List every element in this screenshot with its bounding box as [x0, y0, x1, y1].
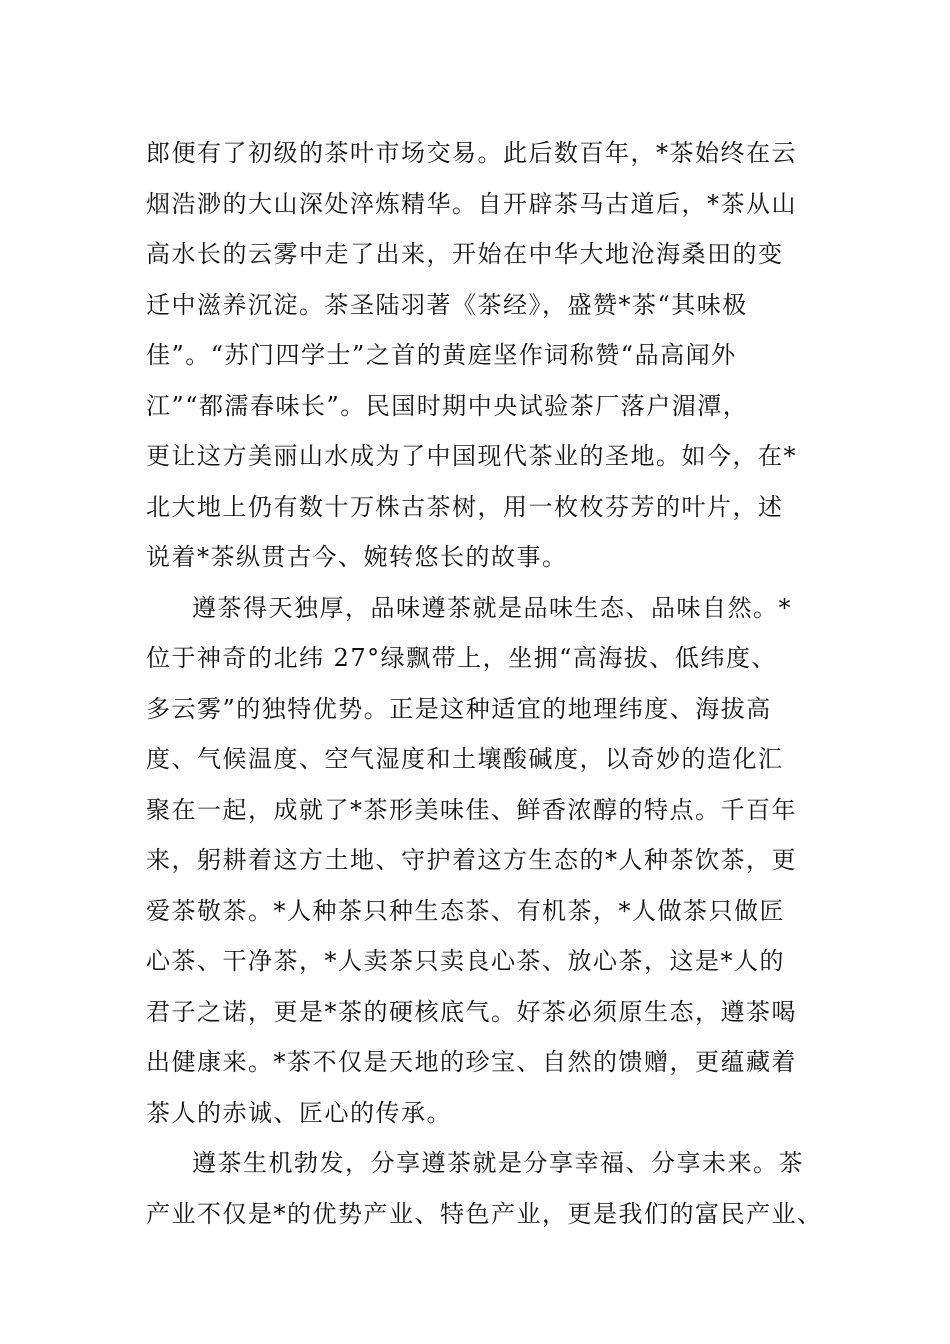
text-line: 江”“都濡春味长”。民国时期中央试验茶厂落户湄潭，: [146, 391, 749, 420]
text-line: 来，躬耕着这方土地、守护着这方生态的*人种茶饮茶，更: [146, 846, 797, 874]
text-line: 产业不仅是*的优势产业、特色产业，更是我们的富民产业、: [146, 1199, 823, 1228]
paragraph-ecology: [146, 583, 826, 1139]
text-line: 迁中滋养沉淀。茶圣陆羽著《茶经》，盛赞*茶“其味极: [146, 290, 748, 319]
paragraph-industry: [146, 1138, 826, 1239]
text-line: 爱茶敬茶。*人种茶只种生态茶、有机茶，*人做茶只做匠: [146, 896, 785, 925]
text-line: 茶人的赤诚、匠心的传承。: [146, 1098, 452, 1127]
text-line: 北大地上仍有数十万株古茶树，用一枚枚芬芳的叶片，述: [146, 492, 784, 521]
text-line: 高水长的云雾中走了出来，开始在中华大地沧海桑田的变: [146, 240, 784, 268]
text-line: 君子之诺，更是*茶的硬核底气。好茶必须原生态，遵茶喝: [146, 997, 797, 1026]
text-line: 出健康来。*茶不仅是天地的珍宝、自然的馈赠，更蕴藏着: [146, 1048, 797, 1076]
text-line: 佳”。“苏门四学士”之首的黄庭坚作词称赞“品高闻外: [146, 341, 737, 369]
text-line-first: 遵茶生机勃发，分享遵茶就是分享幸福、分享未来。茶: [192, 1149, 804, 1177]
paragraph-history: [146, 128, 826, 583]
text-line: 烟浩渺的大山深处淬炼精华。自开辟茶马古道后，*茶从山: [146, 189, 797, 218]
text-line: 说着*茶纵贯古今、婉转悠长的故事。: [146, 543, 568, 571]
text-line: 位于神奇的北纬 27°绿飘带上，坐拥“高海拔、低纬度、: [146, 644, 777, 672]
text-line: 更让这方美丽山水成为了中国现代茶业的圣地。如今，在*: [146, 442, 797, 470]
text-line: 聚在一起，成就了*茶形美味佳、鲜香浓醇的特点。千百年: [146, 795, 797, 824]
body-text: [146, 128, 826, 1239]
text-line: 郎便有了初级的茶叶市场交易。此后数百年，*茶始终在云: [146, 139, 797, 167]
text-line: 度、气候温度、空气湿度和土壤酸碱度，以奇妙的造化汇: [146, 745, 784, 773]
text-line-first: 遵茶得天独厚，品味遵茶就是品味生态、品味自然。*: [192, 593, 792, 622]
text-line: 多云雾”的独特优势。正是这种适宜的地理纬度、海拔高: [146, 694, 772, 723]
text-line: 心茶、干净茶，*人卖茶只卖良心茶、放心茶，这是*人的: [146, 947, 785, 975]
